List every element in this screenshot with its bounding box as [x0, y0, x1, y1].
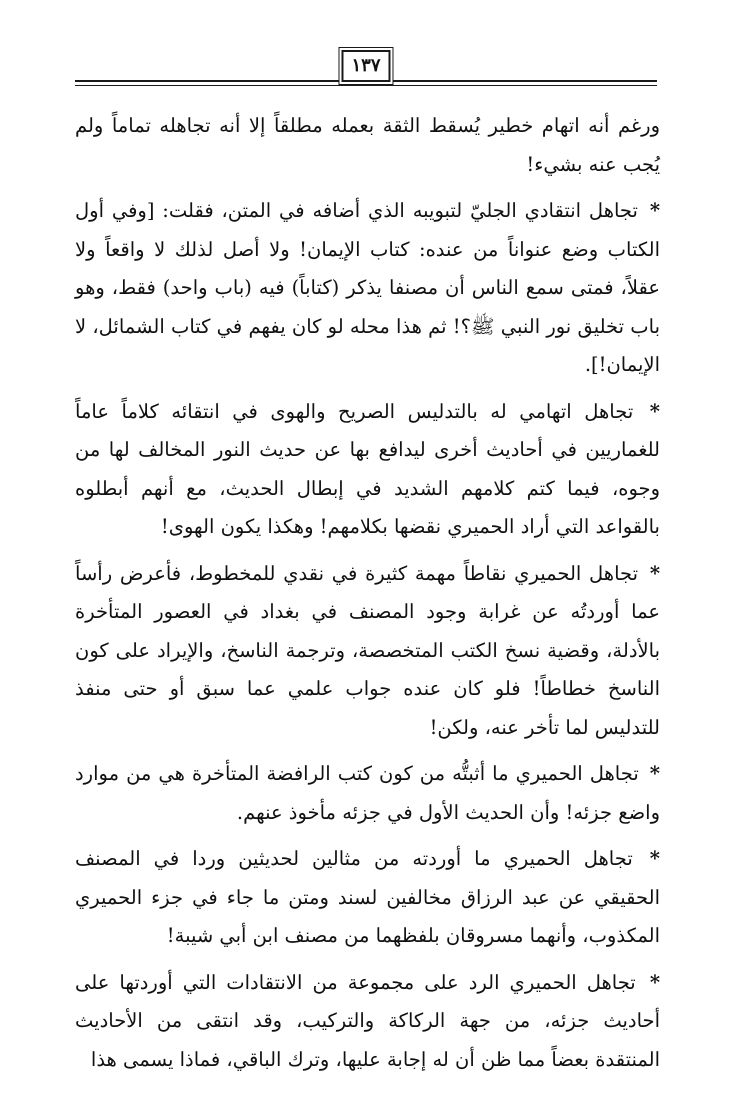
- paragraph-bullet: [75, 555, 660, 748]
- asterisk-bullet-icon: *: [649, 762, 660, 785]
- paragraph-text: تجاهل الحميري الرد على مجموعة من الانتقادات التي أوردتها على أحاديث جزئه، من جهة الركاكة والتركيب، وقد انتقى من الأحاديث المنتقدة بعضاً مما ظن أن له إجابة عليها، وترك الباقي، فماذا يسمى هذا: [75, 970, 660, 1071]
- paragraph-text: تجاهل الحميري ما أوردته من مثالين لحديثين وردا في المصنف الحقيقي عن عبد الرزاق مخالفين لسند ومتن ما جاء في جزء الحميري المكذوب، وأنهما مسروقان بلفظهما من مصنف ابن أبي شيبة!: [75, 847, 660, 947]
- page-number: ١٣٧: [341, 50, 390, 82]
- asterisk-bullet-icon: *: [649, 399, 660, 423]
- paragraph-text: تجاهل اتهامي له بالتدليس الصريح والهوى في انتقائه كلاماً عاماً للغماريين في أحاديث أخرى ليدافع بها عن حديث النور المخالف لها من وجوه، فيما كتم كلامهم الشديد في إبطال الحديث، مع أنهم أبطلوه بالقواعد التي أراد الحميري نقضها بكلامهم! وهكذا يكون الهوى!: [75, 399, 660, 538]
- paragraph-bullet: [75, 393, 660, 547]
- body-text: [75, 107, 660, 1087]
- asterisk-bullet-icon: *: [649, 847, 660, 870]
- paragraph-bullet: [75, 755, 660, 832]
- asterisk-bullet-icon: *: [649, 199, 661, 222]
- header-rule-thin: [75, 85, 657, 86]
- paragraph-text: تجاهل الحميري نقاطاً مهمة كثيرة في نقدي للمخطوط، فأعرض رأساً عما أوردتُه عن غرابة وجود المصنف في بغداد في العصور المتأخرة بالأدلة، وقضية نسخ الكتب المتخصصة، وترجمة الناسخ، والإيراد على كون الناسخ خطاطاً! فلو كان عنده جواب علمي عما سبق أو حتى منفذ للتدليس لما تأخر عنه، ولكن!: [75, 561, 660, 739]
- asterisk-bullet-icon: *: [649, 561, 661, 585]
- asterisk-bullet-icon: *: [649, 970, 661, 994]
- paragraph-bullet: [75, 192, 660, 385]
- paragraph-text: ورغم أنه اتهام خطير يُسقط الثقة بعمله مطلقاً إلا أنه تجاهله تماماً ولم يُجب عنه بشيء!: [75, 114, 660, 176]
- paragraph-intro: [75, 107, 660, 184]
- paragraph-text: تجاهل الحميري ما أثبتُّه من كون كتب الرافضة المتأخرة هي من موارد واضع جزئه! وأن الحديث الأول في جزئه مأخوذ عنهم.: [75, 762, 660, 824]
- paragraph-text: تجاهل انتقادي الجليّ لتبويبه الذي أضافه في المتن، فقلت: [وفي أول الكتاب وضع عنواناً من عنده: كتاب الإيمان! ولا أصل لذلك لا واقعاً ولا عقلاً، فمتى سمع الناس أن مصنفا يذكر (كتاباً) فيه (باب واحد) فقط، وهو باب تخليق نور النبي ﷺ؟! ثم هذا محله لو كان يفهم في كتاب الشمائل، لا الإيمان!].: [75, 199, 660, 376]
- page-header: [75, 50, 657, 90]
- paragraph-bullet: [75, 840, 660, 956]
- paragraph-bullet: [75, 964, 660, 1080]
